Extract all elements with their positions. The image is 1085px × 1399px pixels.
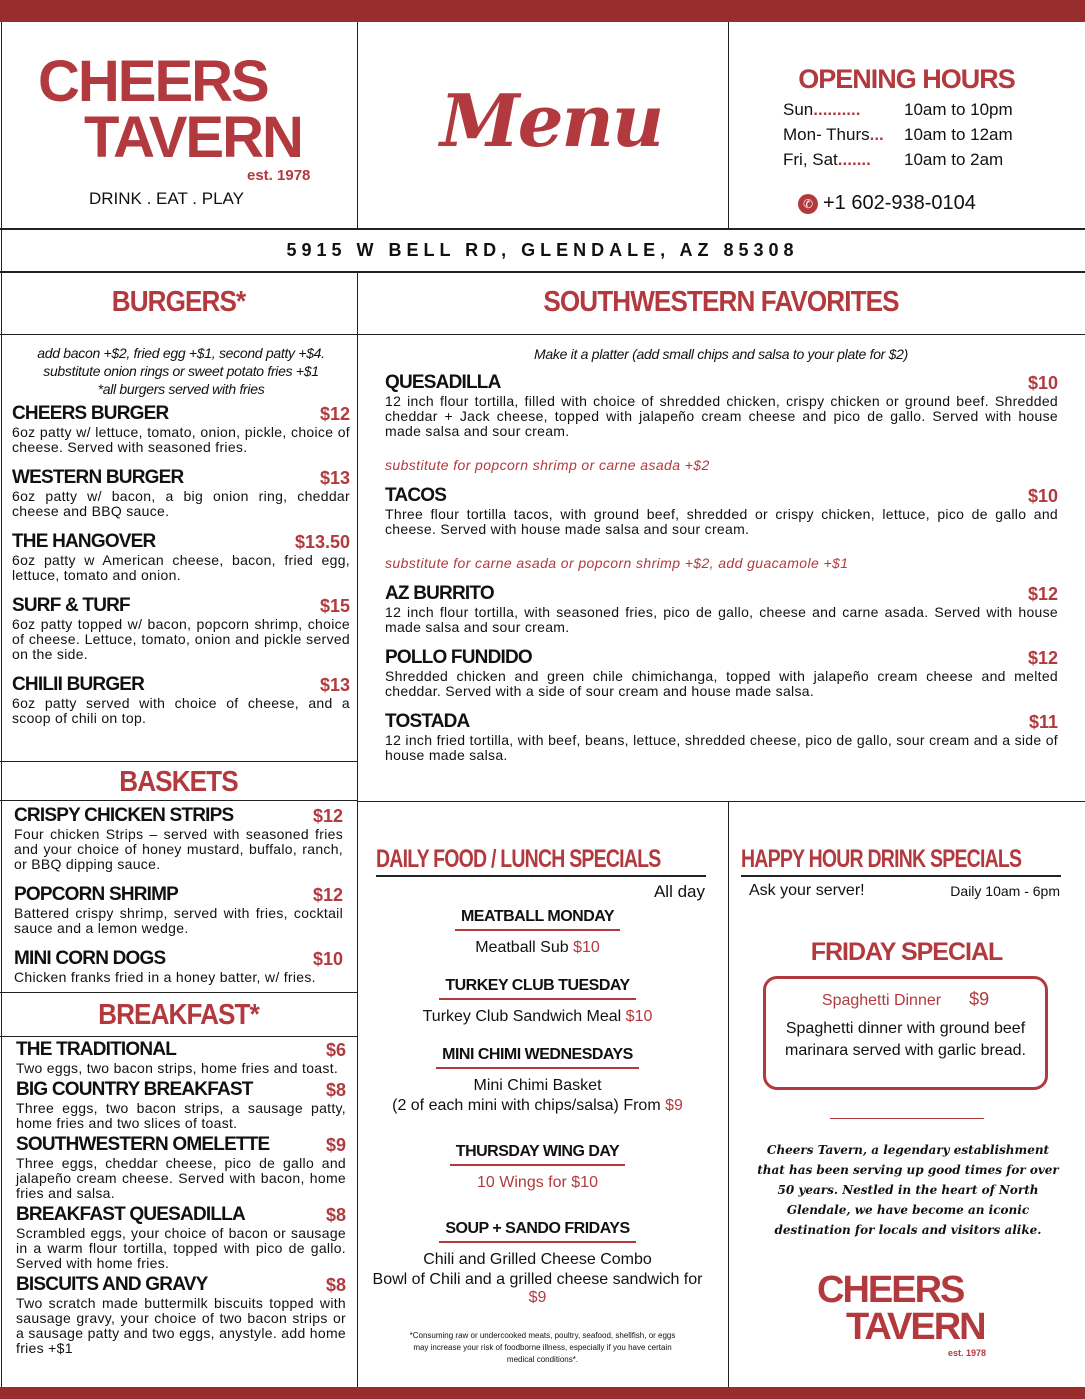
daily-special xyxy=(370,1220,705,1307)
menu-item-header xyxy=(385,372,1058,394)
daily-title: DAILY FOOD / LUNCH SPECIALS xyxy=(376,845,661,873)
menu-item-name: MINI CORN DOGS xyxy=(14,948,166,969)
divider xyxy=(357,801,1085,802)
hours-row xyxy=(783,122,1013,147)
daily-special-text: Mini Chimi Basket xyxy=(473,1077,602,1094)
divider xyxy=(0,334,1085,335)
menu-item-header xyxy=(12,595,350,617)
divider xyxy=(830,1118,984,1119)
menu-item-name: BREAKFAST QUESADILLA xyxy=(16,1204,245,1225)
daily-subtitle: All day xyxy=(653,882,705,901)
hours-time: 10am to 12am xyxy=(904,125,1013,144)
daily-special-title-text: SOUP + SANDO FRIDAYS xyxy=(439,1220,635,1243)
menu-item-header xyxy=(12,467,350,489)
menu-item-desc: Two scratch made buttermilk biscuits topped with sausage gravy, your choice of two bacon strips or a sausage patty and two eggs, anystyle. add home fries +$1 xyxy=(16,1295,346,1356)
tagline: DRINK . EAT . PLAY xyxy=(89,189,244,208)
divider xyxy=(0,271,1085,273)
menu-item xyxy=(12,467,350,519)
friday-special-box xyxy=(763,976,1048,1090)
menu-item-price: $6 xyxy=(325,1040,346,1060)
daily-special-line xyxy=(370,1174,705,1192)
divider xyxy=(0,1036,357,1037)
phone-number: +1 602-938-0104 xyxy=(823,192,976,214)
bottom-bar xyxy=(0,1387,1085,1399)
hours-title: OPENING HOURS xyxy=(798,64,1015,94)
menu-item-price: $12 xyxy=(312,885,343,905)
menu-item-price: $8 xyxy=(325,1275,346,1295)
menu-item-desc: Three eggs, cheddar cheese, pico de gallo and jalapeño cream cheese. Served with bacon, home fries and salsa. xyxy=(16,1155,346,1201)
friday-price: $9 xyxy=(969,989,990,1009)
menu-item-name: TOSTADA xyxy=(385,711,470,732)
daily-special-title xyxy=(370,1220,705,1243)
menu-item xyxy=(14,805,343,872)
menu-item-name: SOUTHWESTERN OMELETTE xyxy=(16,1134,270,1155)
menu-item-desc: 6oz patty topped w/ bacon, popcorn shrimp, choice of cheese. Lettuce, tomato, onion and pickle served on the side. xyxy=(12,616,350,662)
hours-dots: .......... xyxy=(813,100,861,119)
menu-item-price: $13.50 xyxy=(294,532,350,552)
daily-special-line xyxy=(370,1097,705,1115)
hours-time: 10am to 10pm xyxy=(904,100,1013,119)
menu-item-name: WESTERN BURGER xyxy=(12,467,184,488)
daily-special-title-text: MINI CHIMI WEDNESDAYS xyxy=(436,1046,639,1069)
daily-special-title xyxy=(370,908,705,931)
hours-day: Mon- Thurs xyxy=(783,125,870,144)
daily-title-underline xyxy=(376,875,706,877)
menu-item-price: $15 xyxy=(319,596,350,616)
menu-item xyxy=(385,583,1058,635)
daily-special-text: Chili and Grilled Cheese Combo xyxy=(423,1251,652,1268)
divider xyxy=(0,228,1085,230)
hours-day: Fri, Sat xyxy=(783,150,838,169)
southwestern-list xyxy=(385,372,1058,763)
menu-item-price: $8 xyxy=(325,1205,346,1225)
menu-item xyxy=(12,531,350,583)
menu-item-name: CHEERS BURGER xyxy=(12,403,169,424)
menu-item-name: CHILII BURGER xyxy=(12,674,145,695)
menu-item-name: POLLO FUNDIDO xyxy=(385,647,532,668)
menu-item xyxy=(14,884,343,936)
top-bar xyxy=(0,0,1085,22)
menu-item xyxy=(12,674,350,726)
southwestern-title: SOUTHWESTERN FAVORITES xyxy=(543,286,899,318)
hours-row xyxy=(783,97,1013,122)
divider xyxy=(0,992,357,993)
hours-dots: ....... xyxy=(837,150,871,169)
baskets-list xyxy=(14,805,343,985)
menu-item-desc: Battered crispy shrimp, served with fries, cocktail sauce and a lemon wedge. xyxy=(14,905,343,936)
daily-special-title xyxy=(370,1143,705,1166)
footer-est: est. 1978 xyxy=(948,1348,987,1358)
est-year: est. 1978 xyxy=(247,167,311,184)
daily-special-price: $10 xyxy=(625,1008,653,1025)
daily-special xyxy=(370,977,705,1026)
menu-item-desc: Chicken franks fried in a honey batter, w/ fries. xyxy=(14,969,316,985)
footer-logo-cheers: CHEERS xyxy=(817,1269,964,1311)
menu-item-header xyxy=(16,1204,346,1226)
menu-item-price: $13 xyxy=(319,675,350,695)
burgers-list xyxy=(12,403,350,726)
menu-item xyxy=(14,948,343,985)
menu-item-price: $13 xyxy=(319,468,350,488)
divider xyxy=(0,800,357,801)
menu-item xyxy=(16,1039,346,1076)
menu-item-price: $10 xyxy=(1027,486,1058,506)
divider xyxy=(728,22,729,229)
menu-item xyxy=(16,1079,346,1131)
burgers-notes xyxy=(10,344,352,398)
menu-item-header xyxy=(385,647,1058,669)
phone-icon: ✆ xyxy=(798,194,818,214)
menu-item-header xyxy=(16,1039,346,1061)
footer-logo-tavern: TAVERN xyxy=(846,1306,985,1348)
divider xyxy=(0,761,357,762)
daily-special-text: Bowl of Chili and a grilled cheese sandwich for xyxy=(372,1271,703,1288)
daily-special-text: Turkey Club Sandwich Meal xyxy=(422,1008,626,1025)
daily-special-price: $9 xyxy=(665,1097,683,1114)
menu-item-name: BISCUITS AND GRAVY xyxy=(16,1274,208,1295)
menu-item-price: $11 xyxy=(1028,712,1058,732)
daily-special-title-text: THURSDAY WING DAY xyxy=(450,1143,625,1166)
menu-item-price: $10 xyxy=(312,949,343,969)
daily-special-title-text: TURKEY CLUB TUESDAY xyxy=(439,977,635,1000)
menu-item xyxy=(385,647,1058,699)
phone[interactable] xyxy=(798,192,976,215)
menu-item-name: THE HANGOVER xyxy=(12,531,156,552)
menu-title: Menu xyxy=(440,78,663,163)
happy-hour-time: Daily 10am - 6pm xyxy=(950,883,1060,899)
daily-special-text: Meatball Sub xyxy=(475,939,574,956)
burgers-note: substitute onion rings or sweet potato fries +$1 xyxy=(43,363,319,379)
menu-item-header xyxy=(14,948,343,970)
daily-special-line xyxy=(370,1008,705,1026)
hours-dots: ... xyxy=(869,125,884,144)
divider xyxy=(728,802,729,1387)
hours-time: 10am to 2am xyxy=(904,150,1004,169)
menu-item xyxy=(12,595,350,662)
menu-item-desc: 6oz patty w American cheese, bacon, fried egg, lettuce, tomato and onion. xyxy=(12,552,350,583)
menu-item-price: $10 xyxy=(1027,373,1058,393)
menu-item xyxy=(385,711,1058,763)
menu-item xyxy=(16,1204,346,1271)
menu-item-desc: Scrambled eggs, your choice of bacon or sausage in a warm flour tortilla, topped with pico de gallo. Served with home fries. xyxy=(16,1225,346,1271)
logo-cheers: CHEERS xyxy=(38,49,268,114)
daily-special-title xyxy=(370,1046,705,1069)
menu-item-header xyxy=(12,403,350,425)
menu-item-note: substitute for carne asada or popcorn shrimp +$2, add guacamole +$1 xyxy=(385,555,849,571)
daily-special-line xyxy=(370,1251,705,1269)
menu-item-desc: Three eggs, two bacon strips, a sausage patty, home fries and two slices of toast. xyxy=(16,1100,346,1131)
menu-item-name: TACOS xyxy=(385,485,447,506)
breakfast-title: BREAKFAST* xyxy=(98,999,259,1031)
menu-item-header xyxy=(385,583,1058,605)
menu-item-name: SURF & TURF xyxy=(12,595,130,616)
menu-item xyxy=(12,403,350,455)
menu-item-header xyxy=(385,711,1058,733)
burgers-note: add bacon +$2, fried egg +$1, second patty +$4. xyxy=(37,345,325,361)
menu-item-name: POPCORN SHRIMP xyxy=(14,884,179,905)
happy-hour-title-underline xyxy=(741,875,1061,877)
menu-item-price: $12 xyxy=(319,404,350,424)
daily-special-title-text: MEATBALL MONDAY xyxy=(455,908,620,931)
menu-item-name: QUESADILLA xyxy=(385,372,501,393)
menu-item xyxy=(385,372,1058,473)
platter-note: Make it a platter (add small chips and salsa to your plate for $2) xyxy=(534,346,908,362)
breakfast-list xyxy=(16,1039,346,1356)
daily-special-price: $10 xyxy=(573,939,600,956)
menu-item-price: $8 xyxy=(325,1080,346,1100)
burgers-title: BURGERS* xyxy=(111,286,246,318)
daily-special-line xyxy=(370,939,705,957)
friday-item: Spaghetti Dinner xyxy=(821,992,942,1009)
menu-item xyxy=(16,1134,346,1201)
daily-special-price: 10 Wings for $10 xyxy=(477,1174,598,1191)
menu-item-desc: Shredded chicken and green chile chimichanga, topped with jalapeño cream cheese and melted cheddar. Served with a side of sour cream and house made salsa. xyxy=(385,668,1058,699)
divider xyxy=(357,272,358,1387)
menu-item-header xyxy=(16,1134,346,1156)
about-text: Cheers Tavern, a legendary establishment that has been serving up good times for over 50 years. Nestled in the heart of North Glendale, we have become an iconic destination for locals and visitors alike. xyxy=(757,1143,1059,1237)
menu-item xyxy=(16,1274,346,1356)
menu-item-header xyxy=(16,1079,346,1101)
logo-tavern: TAVERN xyxy=(84,105,302,170)
address: 5915 W BELL RD, GLENDALE, AZ 85308 xyxy=(286,240,799,260)
daily-specials-list xyxy=(370,908,705,1307)
menu-item-header xyxy=(385,485,1058,507)
daily-special xyxy=(370,1143,705,1192)
menu-item-desc: Two eggs, two bacon strips, home fries and toast. xyxy=(16,1060,339,1076)
menu-item-desc: 12 inch flour tortilla, with seasoned fries, pico de gallo, cheese and carne asada. Served with house made salsa and sour cream. xyxy=(385,604,1058,635)
friday-desc: Spaghetti dinner with ground beef marinara served with garlic bread. xyxy=(785,1020,1026,1059)
menu-item-desc: 6oz patty served with choice of cheese, and a scoop of chili on top. xyxy=(12,695,350,726)
happy-hour-note: Ask your server! xyxy=(749,882,865,899)
menu-item-desc: Four chicken Strips – served with seasoned fries and your choice of honey mustard, buffalo, ranch, or BBQ dipping sauce. xyxy=(14,826,343,872)
menu-item-name: AZ BURRITO xyxy=(385,583,494,604)
menu-item-name: BIG COUNTRY BREAKFAST xyxy=(16,1079,253,1100)
daily-special-line xyxy=(370,1271,705,1307)
hours-list xyxy=(783,97,1013,172)
menu-item-name: THE TRADITIONAL xyxy=(16,1039,177,1060)
daily-special-line xyxy=(370,1077,705,1095)
friday-title: FRIDAY SPECIAL xyxy=(810,938,1003,966)
menu-item-note: substitute for popcorn shrimp or carne asada +$2 xyxy=(385,457,710,473)
daily-special xyxy=(370,908,705,957)
menu-item-price: $12 xyxy=(1027,584,1058,604)
burgers-note: *all burgers served with fries xyxy=(97,381,265,397)
menu-item-header xyxy=(16,1274,346,1296)
menu-item-header xyxy=(14,884,343,906)
menu-item-desc: 6oz patty w/ lettuce, tomato, onion, pickle, choice of cheese. Served with seasoned fries. xyxy=(12,424,350,455)
menu-item-price: $12 xyxy=(312,806,343,826)
menu-item-desc: 12 inch flour tortilla, filled with choice of shredded chicken, crispy chicken or ground beef. Shredded cheddar + Jack cheese, topped with jalapeño cream cheese and pico de gallo. Served with house made salsa and sour cream. xyxy=(385,393,1058,439)
menu-item-name: CRISPY CHICKEN STRIPS xyxy=(14,805,234,826)
menu-item-header xyxy=(14,805,343,827)
friday-item-row xyxy=(766,989,1045,1010)
daily-special-price: $9 xyxy=(528,1289,547,1306)
daily-special-text: (2 of each mini with chips/salsa) From xyxy=(392,1097,666,1114)
disclaimer: *Consuming raw or undercooked meats, poultry, seafood, shellfish, or eggs may increase your risk of foodborne illness, especially if you have certain medical conditions*. xyxy=(409,1331,676,1364)
baskets-title: BASKETS xyxy=(119,766,238,798)
divider xyxy=(1,22,2,1387)
daily-special xyxy=(370,1046,705,1115)
menu-item-price: $12 xyxy=(1027,648,1058,668)
menu-item-desc: Three flour tortilla tacos, with ground beef, shredded or crispy chicken, lettuce, pico de gallo and cheese. Served with house made salsa and sour cream. xyxy=(385,506,1058,537)
hours-day: Sun xyxy=(783,100,814,119)
menu-item-price: $9 xyxy=(325,1135,346,1155)
menu-item-desc: 12 inch fried tortilla, with beef, beans, lettuce, shredded cheese, pico de gallo, sour cream and a side of house made salsa. xyxy=(385,732,1058,763)
menu-item-header xyxy=(12,674,350,696)
happy-hour-title: HAPPY HOUR DRINK SPECIALS xyxy=(741,845,1022,873)
daily-special-title xyxy=(370,977,705,1000)
divider xyxy=(357,22,358,229)
menu-item-header xyxy=(12,531,350,553)
hours-row xyxy=(783,147,1013,172)
menu-item-desc: 6oz patty w/ bacon, a big onion ring, cheddar cheese and BBQ sauce. xyxy=(12,488,350,519)
menu-item xyxy=(385,485,1058,571)
